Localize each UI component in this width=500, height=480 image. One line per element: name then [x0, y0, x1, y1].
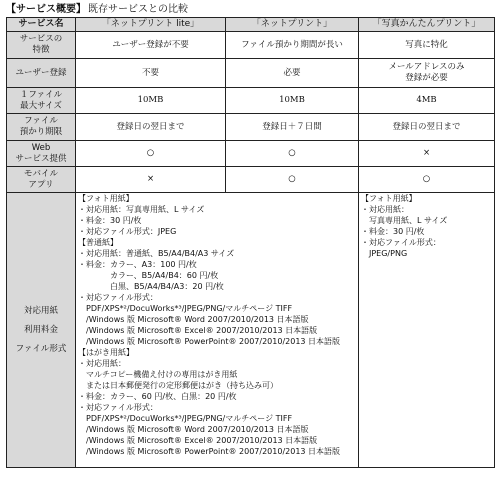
detail-photo-print: 【フォト用紙】 ・対応用紙： 写真専用紙、L サイズ ・料金：30 円/枚 ・対応ファイル形式： JPEG/PNG: [359, 193, 495, 468]
header-netprint: 「ネットプリント」: [226, 18, 359, 32]
cell-photo: 写真に特化: [359, 32, 495, 59]
row-feature: [7, 32, 495, 59]
section-title: [6, 3, 188, 17]
label-file-format: ファイル形式: [15, 343, 67, 354]
cell-lite: 不要: [76, 59, 226, 88]
row-label: ファイル 預かり期限: [7, 114, 76, 141]
label-paper: 対応用紙: [23, 305, 58, 316]
cell-photo: ○: [359, 167, 495, 193]
header-netprint-lite: 「ネットプリント lite」: [76, 18, 226, 32]
row-label-details: [7, 193, 76, 468]
cell-lite: ユーザー登録が不要: [76, 32, 226, 59]
cell-netprint: ○: [226, 141, 359, 167]
cell-lite: 10MB: [76, 88, 226, 114]
cell-photo: 登録日の翌日まで: [359, 114, 495, 141]
label-fee: 利用料金: [23, 324, 58, 335]
header-photo-print: 「写真かんたんプリント」: [359, 18, 495, 32]
section-tag: 【サービス概要】: [6, 4, 86, 15]
cell-netprint: 必要: [226, 59, 359, 88]
row-label: サービスの 特徴: [7, 32, 76, 59]
cell-netprint: 登録日＋７日間: [226, 114, 359, 141]
cell-netprint: ファイル預かり期間が長い: [226, 32, 359, 59]
row-label: １ファイル 最大サイズ: [7, 88, 76, 114]
cell-lite: 登録日の翌日まで: [76, 114, 226, 141]
header-service-name: サービス名: [7, 18, 76, 32]
cell-photo: ×: [359, 141, 495, 167]
cell-netprint: ○: [226, 167, 359, 193]
header-row: [7, 18, 495, 32]
cell-lite: ○: [76, 141, 226, 167]
row-details: [7, 193, 495, 468]
cell-lite: ×: [76, 167, 226, 193]
detail-netprint-lite: 【フォト用紙】 ・対応用紙：写真専用紙、L サイズ ・料金：30 円/枚 ・対応ファイル形式：JPEG 【普通紙】 ・対応用紙：普通紙、B5/A4/B4/A3 サイズ ・料金：カラー、A3：100 円/枚 カラー、B5/A4/B4：60 円/枚 白黒、B5/A4/B4/A3：20 円/枚 ・対応ファイル形式： PDF/XPS*²/DocuWorks*³/JPEG/PNG/マルチページ TIFF /Windows 版 Microsoft® Word 2007/2010/2013 日本語版 /Windows 版 Microsoft® Excel® 2007/2010/2013 日本語版 /Windows 版 Microsoft® PowerPoint® 2007/2010/2013 日本語版 【はがき用紙】 ・対応用紙： マルチコピー機備え付けの専用はがき用紙 または日本郵便発行の定形郵便はがき（持ち込み可） ・料金：カラー、60 円/枚、白黒：20 円/枚 ・対応ファイル形式： PDF/XPS*²/DocuWorks*³/JPEG/PNG/マルチページ TIFF /Windows 版 Microsoft® Word 2007/2010/2013 日本語版 /Windows 版 Microsoft® Excel® 2007/2010/2013 日本語版 /Windows 版 Microsoft® PowerPoint® 2007/2010/2013 日本語版: [76, 193, 359, 468]
section-subtitle: 既存サービスとの比較: [88, 4, 188, 15]
cell-photo: 4MB: [359, 88, 495, 114]
cell-photo: メールアドレスのみ 登録が必要: [359, 59, 495, 88]
row-label: モバイル アプリ: [7, 167, 76, 193]
comparison-table: [6, 17, 495, 468]
row-retention: [7, 114, 495, 141]
row-max-size: [7, 88, 495, 114]
row-web-service: [7, 141, 495, 167]
row-user-registration: [7, 59, 495, 88]
row-label: ユーザー登録: [7, 59, 76, 88]
row-mobile-app: [7, 167, 495, 193]
row-label: Web サービス提供: [7, 141, 76, 167]
cell-netprint: 10MB: [226, 88, 359, 114]
